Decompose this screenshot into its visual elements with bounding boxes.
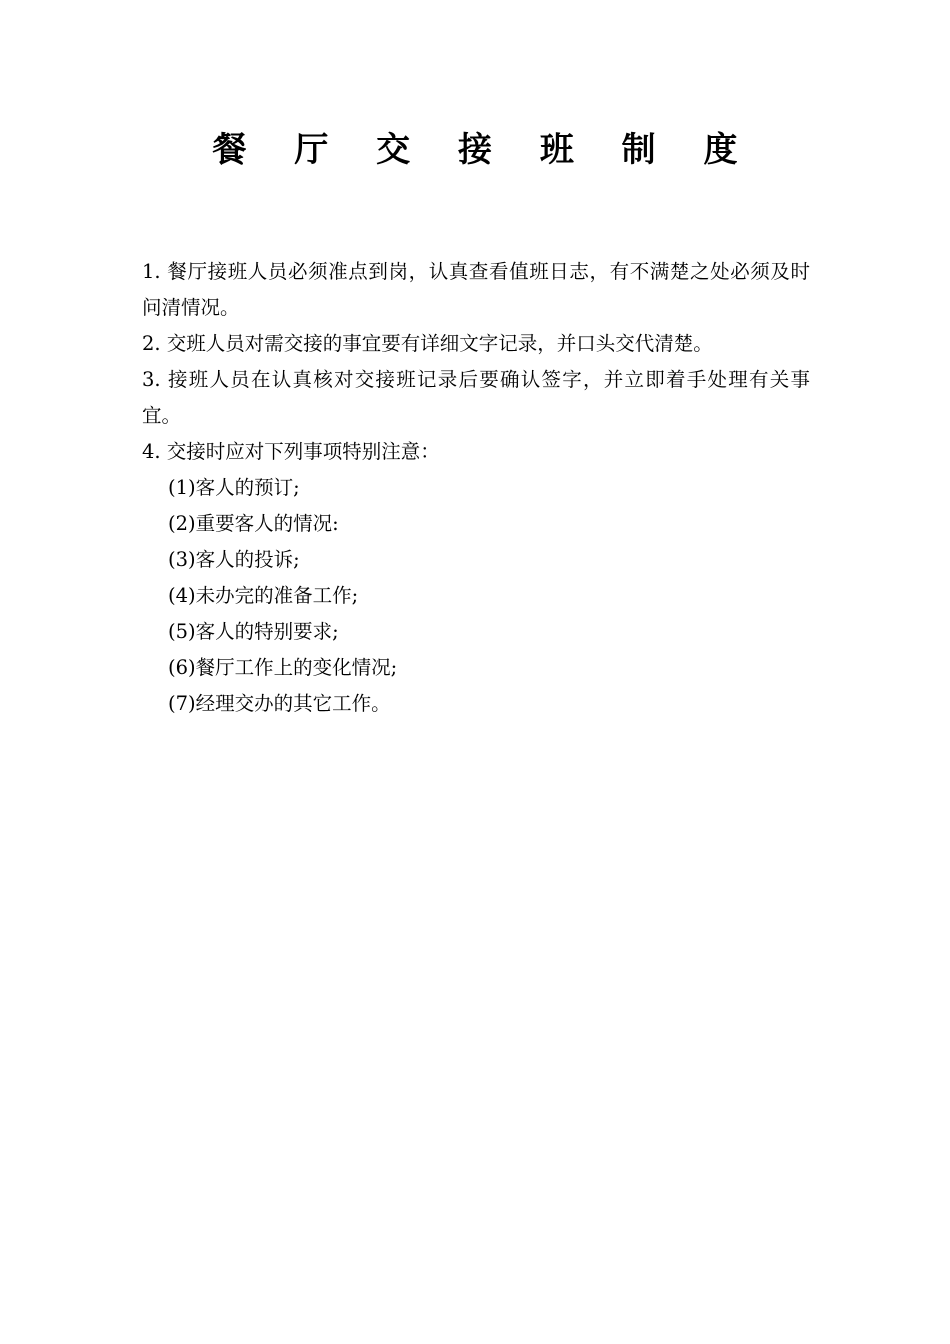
document-title: 餐 厅 交 接 班 制 度 <box>212 130 756 170</box>
list-item: (6)餐厅工作上的变化情况; <box>168 656 398 679</box>
list-item: (1)客人的预订; <box>168 476 300 499</box>
paragraph-4: 4. 交接时应对下列事项特别注意： <box>142 440 440 463</box>
list-item: (3)客人的投诉; <box>168 548 300 571</box>
list-item: (5)客人的特别要求; <box>168 620 339 643</box>
document-body <box>142 254 810 722</box>
paragraph-1: 1. 餐厅接班人员必须准点到岗，认真查看值班日志，有不满楚之处必须及时问清情况。 <box>142 260 810 319</box>
list-item: (7)经理交办的其它工作。 <box>168 692 391 715</box>
list-item: (4)未办完的准备工作; <box>168 584 359 607</box>
paragraph-2: 2. 交班人员对需交接的事宜要有详细文字记录，并口头交代清楚。 <box>142 332 713 355</box>
attention-items-list <box>142 470 810 722</box>
paragraph-3: 3. 接班人员在认真核对交接班记录后要确认签字，并立即着手处理有关事宜。 <box>142 368 810 427</box>
list-item: (2)重要客人的情况: <box>168 512 339 535</box>
